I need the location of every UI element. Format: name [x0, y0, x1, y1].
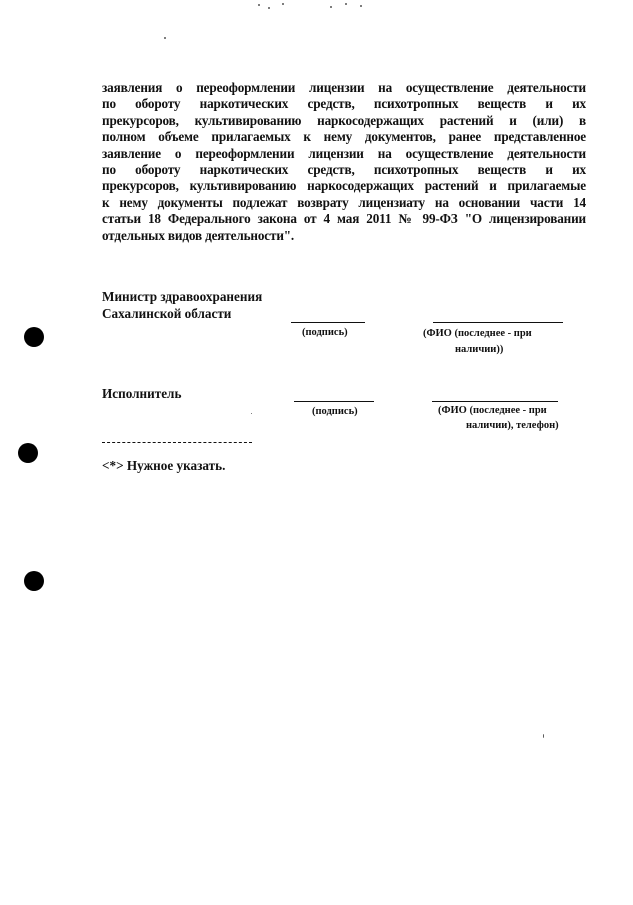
body-paragraph: [102, 80, 586, 244]
body-line: прекурсоров, культивированию наркосодержащих растений и (или) в: [102, 112, 586, 128]
scan-speck: [251, 413, 252, 414]
body-line: по обороту наркотических средств, психотропных веществ и их: [102, 96, 586, 112]
scan-speck: [345, 3, 347, 5]
scan-speck: [543, 734, 544, 738]
executor-name-caption-line2: наличии), телефон): [466, 420, 559, 431]
executor-name-caption-line1: (ФИО (последнее - при: [438, 405, 547, 416]
scan-speck: [258, 4, 260, 6]
footnote-text: <*> Нужное указать.: [102, 458, 226, 473]
hole-punch-mark: [24, 327, 44, 347]
body-line: к нему документы подлежат возврату лицензиату на основании части 14: [102, 194, 586, 210]
body-line: заявление о переоформлении лицензии на осуществление деятельности: [102, 145, 586, 161]
minister-name-caption-line2: наличии)): [455, 344, 504, 355]
body-line: прекурсоров, культивированию наркосодержащих растений и прилагаемые: [102, 178, 586, 194]
executor-name-line: [432, 401, 558, 402]
executor-signature-line: [294, 401, 374, 402]
scan-speck: [268, 7, 270, 9]
executor-title: Исполнитель: [102, 386, 182, 401]
body-line: по обороту наркотических средств, психотропных веществ и их: [102, 162, 586, 178]
body-line: полном объеме прилагаемых к нему документов, ранее представленное: [102, 129, 586, 145]
hole-punch-mark: [18, 443, 38, 463]
minister-signature-caption: (подпись): [302, 327, 348, 338]
minister-name-caption-line1: (ФИО (последнее - при: [423, 328, 532, 339]
hole-punch-mark: [24, 571, 44, 591]
body-line: отдельных видов деятельности".: [102, 227, 295, 243]
scan-speck: [360, 5, 362, 7]
minister-title-line2: Сахалинской области: [102, 306, 232, 321]
body-line: статьи 18 Федерального закона от 4 мая 2011 № 99-ФЗ "О лицензировании: [102, 211, 586, 227]
minister-signature-line: [291, 322, 365, 323]
scan-speck: [164, 37, 166, 39]
executor-signature-caption: (подпись): [312, 406, 358, 417]
minister-title-line1: Министр здравоохранения: [102, 289, 263, 304]
scan-speck: [330, 6, 332, 8]
scan-speck: [282, 3, 284, 5]
body-line: заявления о переоформлении лицензии на осуществление деятельности: [102, 80, 586, 95]
footnote-separator: [102, 442, 252, 443]
minister-name-line: [433, 322, 563, 323]
